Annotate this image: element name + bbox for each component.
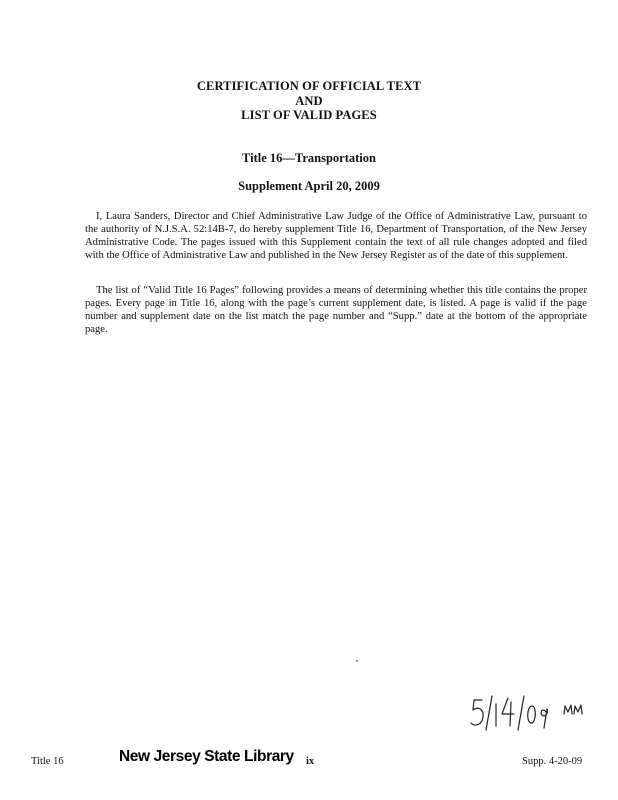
library-stamp: New Jersey State Library	[119, 748, 294, 765]
scan-speck	[356, 660, 358, 662]
title-line-2: AND	[295, 94, 323, 108]
title-line-1: CERTIFICATION OF OFFICIAL TEXT	[196, 79, 422, 93]
subtitle: Title 16—Transportation	[242, 151, 376, 165]
supplement-date: Supplement April 20, 2009	[238, 179, 380, 193]
valid-pages-paragraph: The list of “Valid Title 16 Pages” following provides a means of determining whether this title contains the proper pages. Every page in Title 16, along with the page’s current supplement date, is listed. A page is valid if the page number and supplement date on the list match the page number and “Supp.” date at the bottom of the appropriate page.	[85, 285, 587, 335]
certification-paragraph: I, Laura Sanders, Director and Chief Administrative Law Judge of the Office of Administrative Law, pursuant to the authority of N.J.S.A. 52:14B-7, do hereby supplement Title 16, Department of Transportation, of the New Jersey Administrative Code. The pages issued with this Supplement contain the text of all rule changes adopted and filed with the Office of Administrative Law and published in the New Jersey Register as of the date of this supplement.	[85, 211, 587, 261]
page-number: ix	[306, 756, 315, 767]
footer-supplement-date: Supp. 4-20-09	[522, 756, 583, 767]
handwritten-annotation	[468, 692, 588, 734]
title-line-3: LIST OF VALID PAGES	[241, 108, 377, 122]
footer-title: Title 16	[31, 756, 64, 767]
